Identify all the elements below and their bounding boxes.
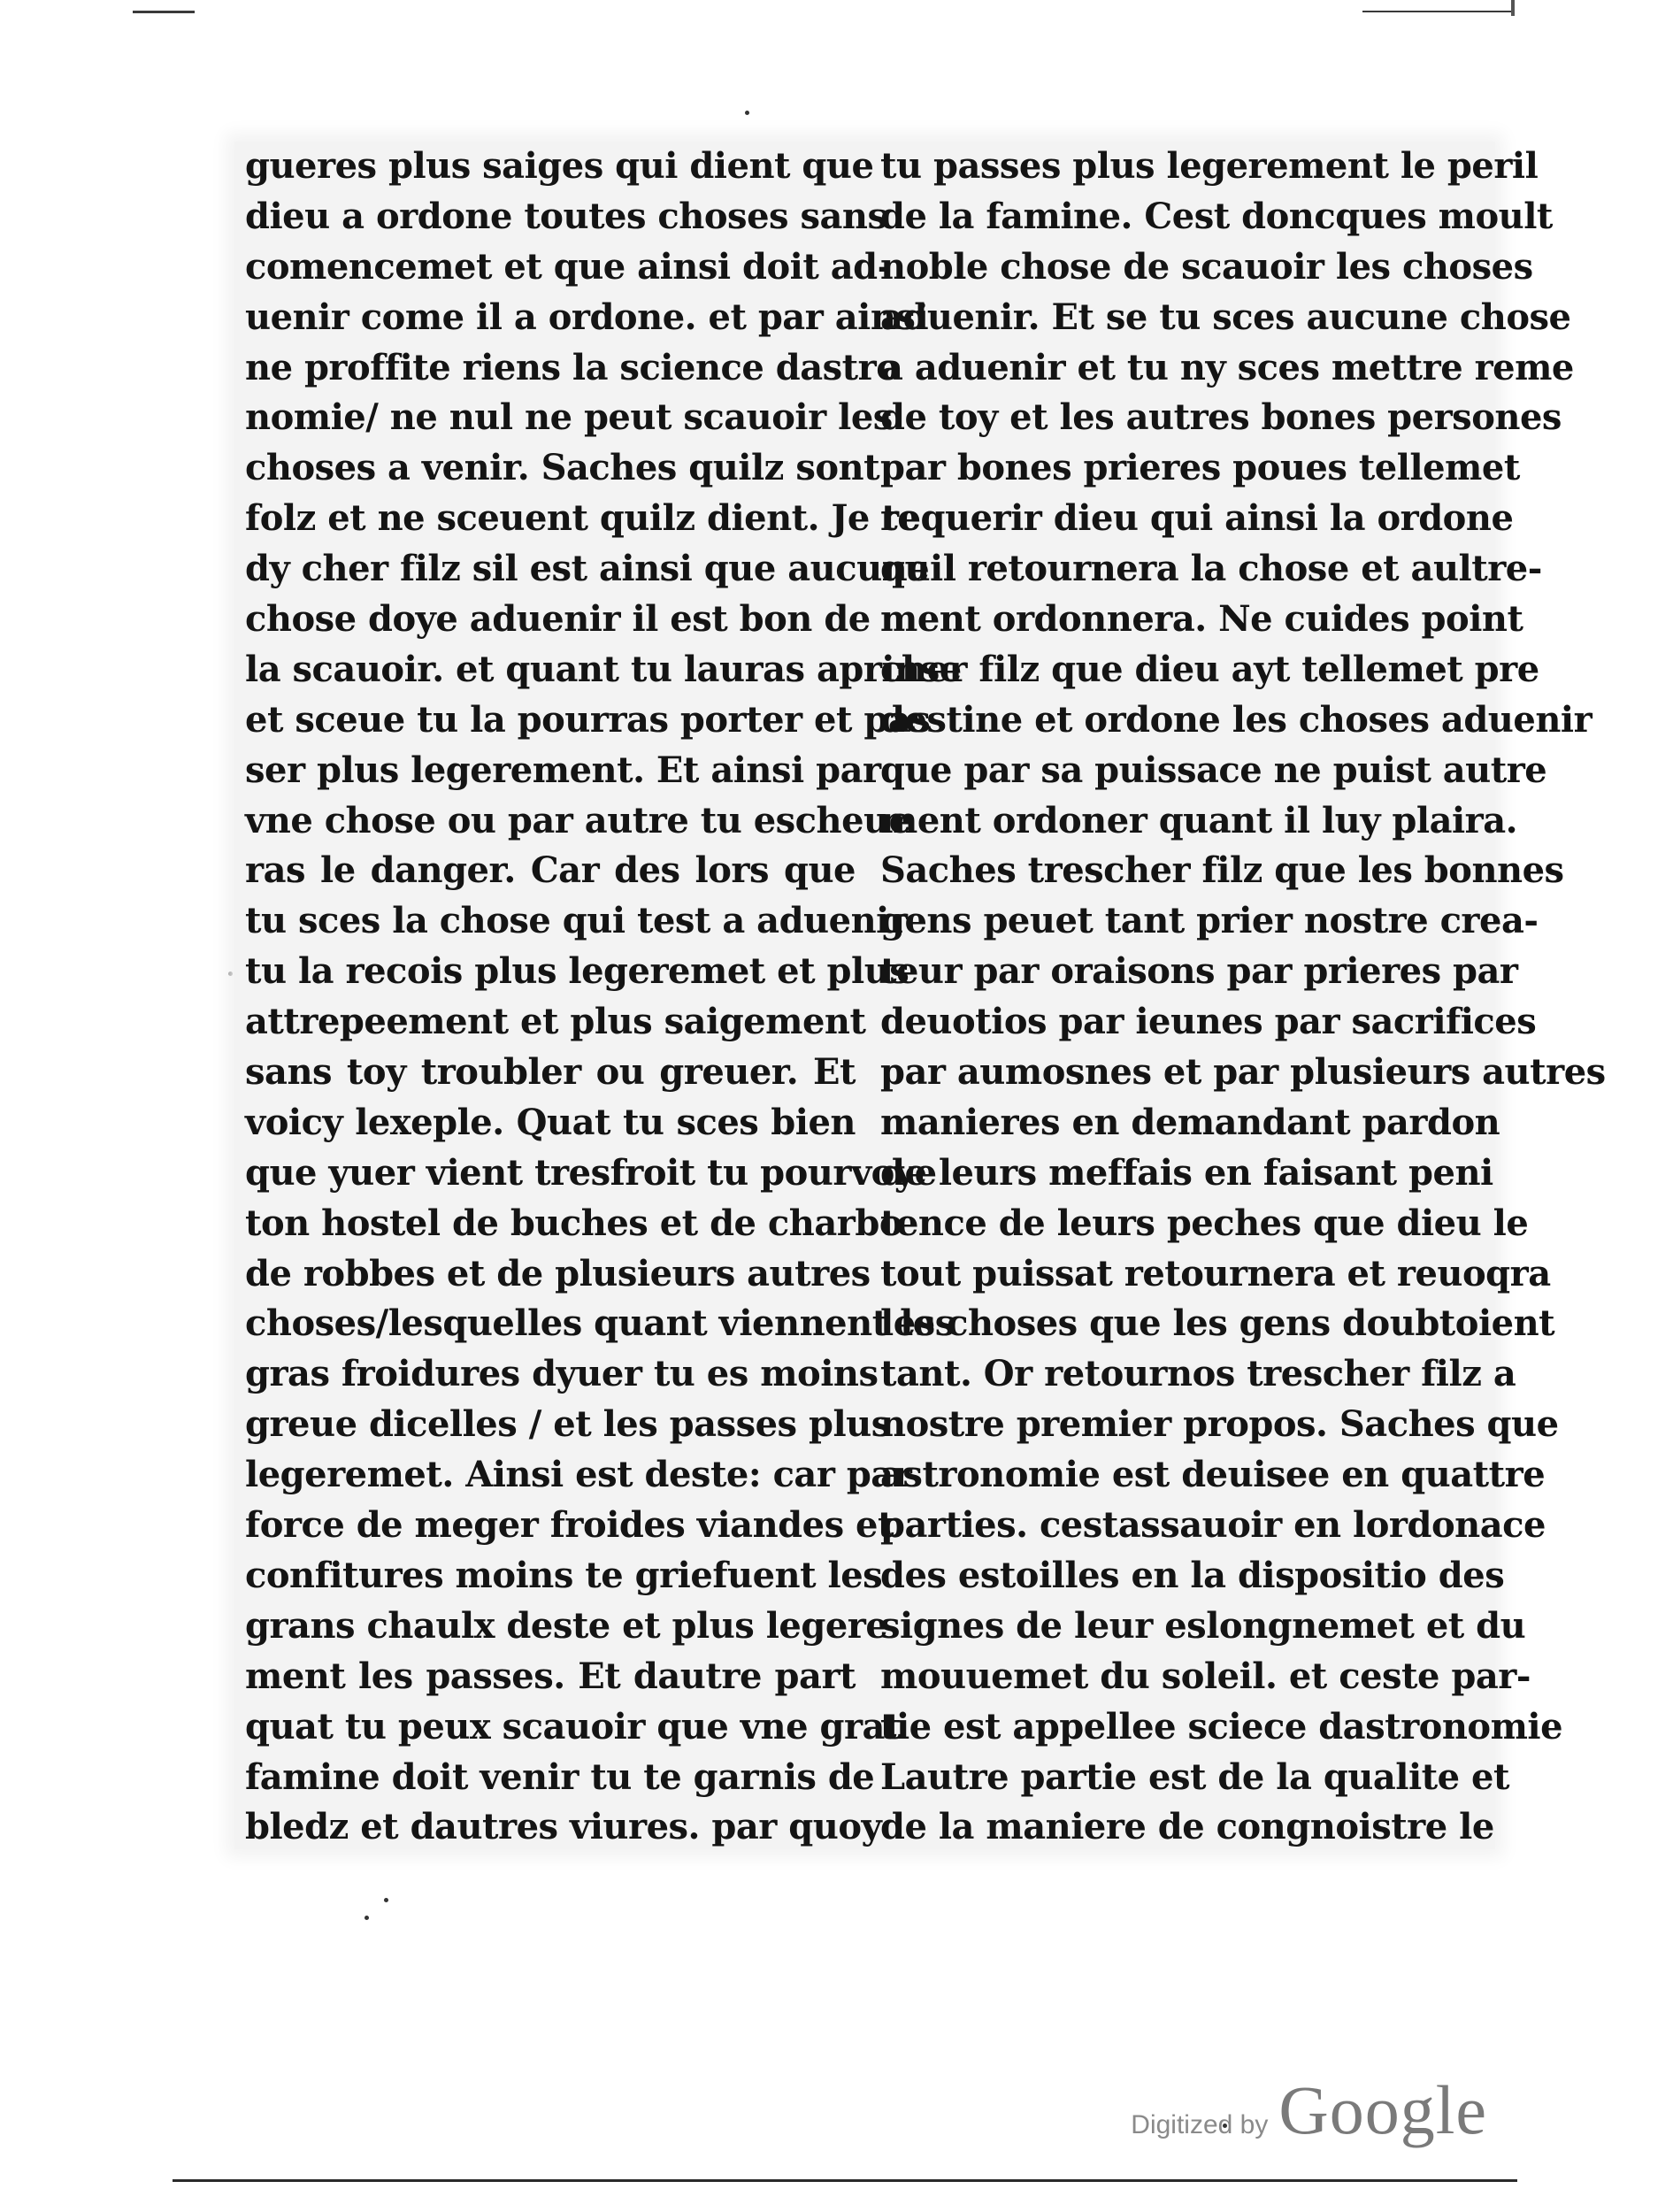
- text-line: tie est appellee sciece dastronomie: [880, 1705, 1563, 1747]
- text-line: noble chose de scauoir les choses: [880, 245, 1533, 288]
- text-line: requerir dieu qui ainsi la ordone: [880, 497, 1514, 540]
- text-line: Lautre partie est de la qualite et: [880, 1755, 1509, 1798]
- text-line: ne proffite riens la science dastro: [245, 346, 900, 388]
- text-line: legeremet. Ainsi est deste: car par: [245, 1454, 912, 1496]
- text-line: tu passes plus legerement le peril: [880, 145, 1539, 187]
- google-logo: Google: [1278, 2071, 1487, 2148]
- text-line: et sceue tu la pourras porter et pas: [245, 698, 931, 741]
- text-line: grans chaulx deste et plus legere: [245, 1604, 888, 1647]
- text-line: les choses que les gens doubtoient: [880, 1302, 1555, 1345]
- left-text-column: [245, 142, 962, 1853]
- text-line: quat tu peux scauoir que vne grat: [245, 1705, 901, 1747]
- text-line: quil retournera la chose et aultre-: [880, 548, 1542, 590]
- text-line: tu la recois plus legeremet et plus: [245, 950, 909, 993]
- text-line: folz et ne sceuent quilz dient. Je te: [245, 497, 920, 540]
- text-line: ment les passes. Et dautre part: [245, 1655, 856, 1697]
- right-text-column: [880, 142, 1606, 1853]
- text-line: choses/lesquelles quant viennent les: [245, 1302, 955, 1345]
- text-line: astronomie est deuisee en quattre: [880, 1454, 1546, 1496]
- text-line: famine doit venir tu te garnis de: [245, 1755, 875, 1798]
- digitized-by-google-watermark: [1131, 2070, 1487, 2150]
- text-line: greue dicelles / et les passes plus: [245, 1403, 891, 1446]
- text-line: sans toy troubler ou greuer. Et: [245, 1051, 856, 1094]
- text-line: deuotios par ieunes par sacrifices: [880, 1001, 1537, 1043]
- text-line: confitures moins te griefuent les: [245, 1554, 883, 1596]
- text-line: cher filz que dieu ayt tellemet pre: [880, 648, 1539, 690]
- bottom-edge-rule: [173, 2179, 1517, 2182]
- text-line: gueres plus saiges qui dient que: [245, 145, 874, 187]
- text-line: des estoilles en la dispositio des: [880, 1554, 1505, 1596]
- speck: [384, 1898, 388, 1902]
- text-line: mouuemet du soleil. et ceste par-: [880, 1655, 1531, 1697]
- text-line: a aduenir et tu ny sces mettre reme: [880, 346, 1574, 388]
- speck: [365, 1916, 369, 1920]
- text-line: tence de leurs peches que dieu le: [880, 1202, 1529, 1244]
- text-line: bledz et dautres viures. par quoy: [245, 1806, 882, 1848]
- text-line: de leurs meffais en faisant peni: [880, 1151, 1493, 1194]
- text-line: tant. Or retournos trescher filz a: [880, 1353, 1516, 1395]
- text-block: [234, 142, 1606, 1849]
- text-line: chose doye aduenir il est bon de: [245, 598, 871, 641]
- text-line: comencemet et que ainsi doit ad-: [245, 245, 892, 288]
- text-line: de la famine. Cest doncques moult: [880, 195, 1553, 237]
- text-line: nomie/ ne nul ne peut scauoir les: [245, 396, 893, 439]
- text-line: signes de leur eslongnemet et du: [880, 1604, 1526, 1647]
- text-line: par aumosnes et par plusieurs autres: [880, 1051, 1606, 1094]
- top-edge-mark-right: [1362, 11, 1513, 12]
- text-line: tu sces la chose qui test a aduenir: [245, 900, 908, 942]
- text-line: destine et ordone les choses aduenir: [880, 698, 1592, 741]
- text-line: ser plus legerement. Et ainsi par: [245, 749, 881, 791]
- text-line: tout puissat retournera et reuoqra: [880, 1252, 1551, 1294]
- top-edge-tick: [1511, 0, 1515, 16]
- text-line: ras le danger. Car des lors que: [245, 849, 856, 892]
- text-line: de toy et les autres bones persones: [880, 396, 1562, 439]
- text-line: ton hostel de buches et de charbo: [245, 1202, 902, 1244]
- text-line: uenir come il a ordone. et par ainsi: [245, 296, 929, 338]
- text-line: de robbes et de plusieurs autres: [245, 1252, 871, 1294]
- text-line: Saches trescher filz que les bonnes: [880, 849, 1564, 892]
- text-line: de la maniere de congnoistre le: [880, 1806, 1494, 1848]
- speck: [745, 111, 749, 115]
- text-line: ment ordonnera. Ne cuides point: [880, 598, 1523, 641]
- text-line: gras froidures dyuer tu es moins: [245, 1353, 879, 1395]
- text-line: choses a venir. Saches quilz sont: [245, 447, 880, 489]
- text-line: attrepeement et plus saigement: [245, 1001, 866, 1043]
- watermark-prefix: Digitized by: [1131, 2110, 1269, 2139]
- text-line: force de meger froides viandes et: [245, 1504, 894, 1547]
- text-line: teur par oraisons par prieres par: [880, 950, 1518, 993]
- text-line: vne chose ou par autre tu escheue: [245, 799, 911, 841]
- text-line: par bones prieres poues tellemet: [880, 447, 1520, 489]
- text-line: dieu a ordone toutes choses sans: [245, 195, 887, 237]
- text-line: parties. cestassauoir en lordonace: [880, 1504, 1546, 1547]
- text-line: manieres en demandant pardon: [880, 1101, 1500, 1143]
- text-line: ment ordoner quant il luy plaira.: [880, 799, 1518, 841]
- top-edge-mark-left: [133, 11, 195, 13]
- text-line: la scauoir. et quant tu lauras aprinse: [245, 648, 962, 690]
- text-line: nostre premier propos. Saches que: [880, 1403, 1559, 1446]
- text-line: dy cher filz sil est ainsi que aucune: [245, 548, 930, 590]
- text-line: voicy lexeple. Quat tu sces bien: [245, 1101, 856, 1143]
- speck: [228, 972, 233, 976]
- text-line: gens peuet tant prier nostre crea-: [880, 900, 1539, 942]
- text-line: que par sa puissace ne puist autre: [880, 749, 1547, 791]
- text-line: aduenir. Et se tu sces aucune chose: [880, 296, 1571, 338]
- text-line: que yuer vient tresfroit tu pourvoye: [245, 1151, 937, 1194]
